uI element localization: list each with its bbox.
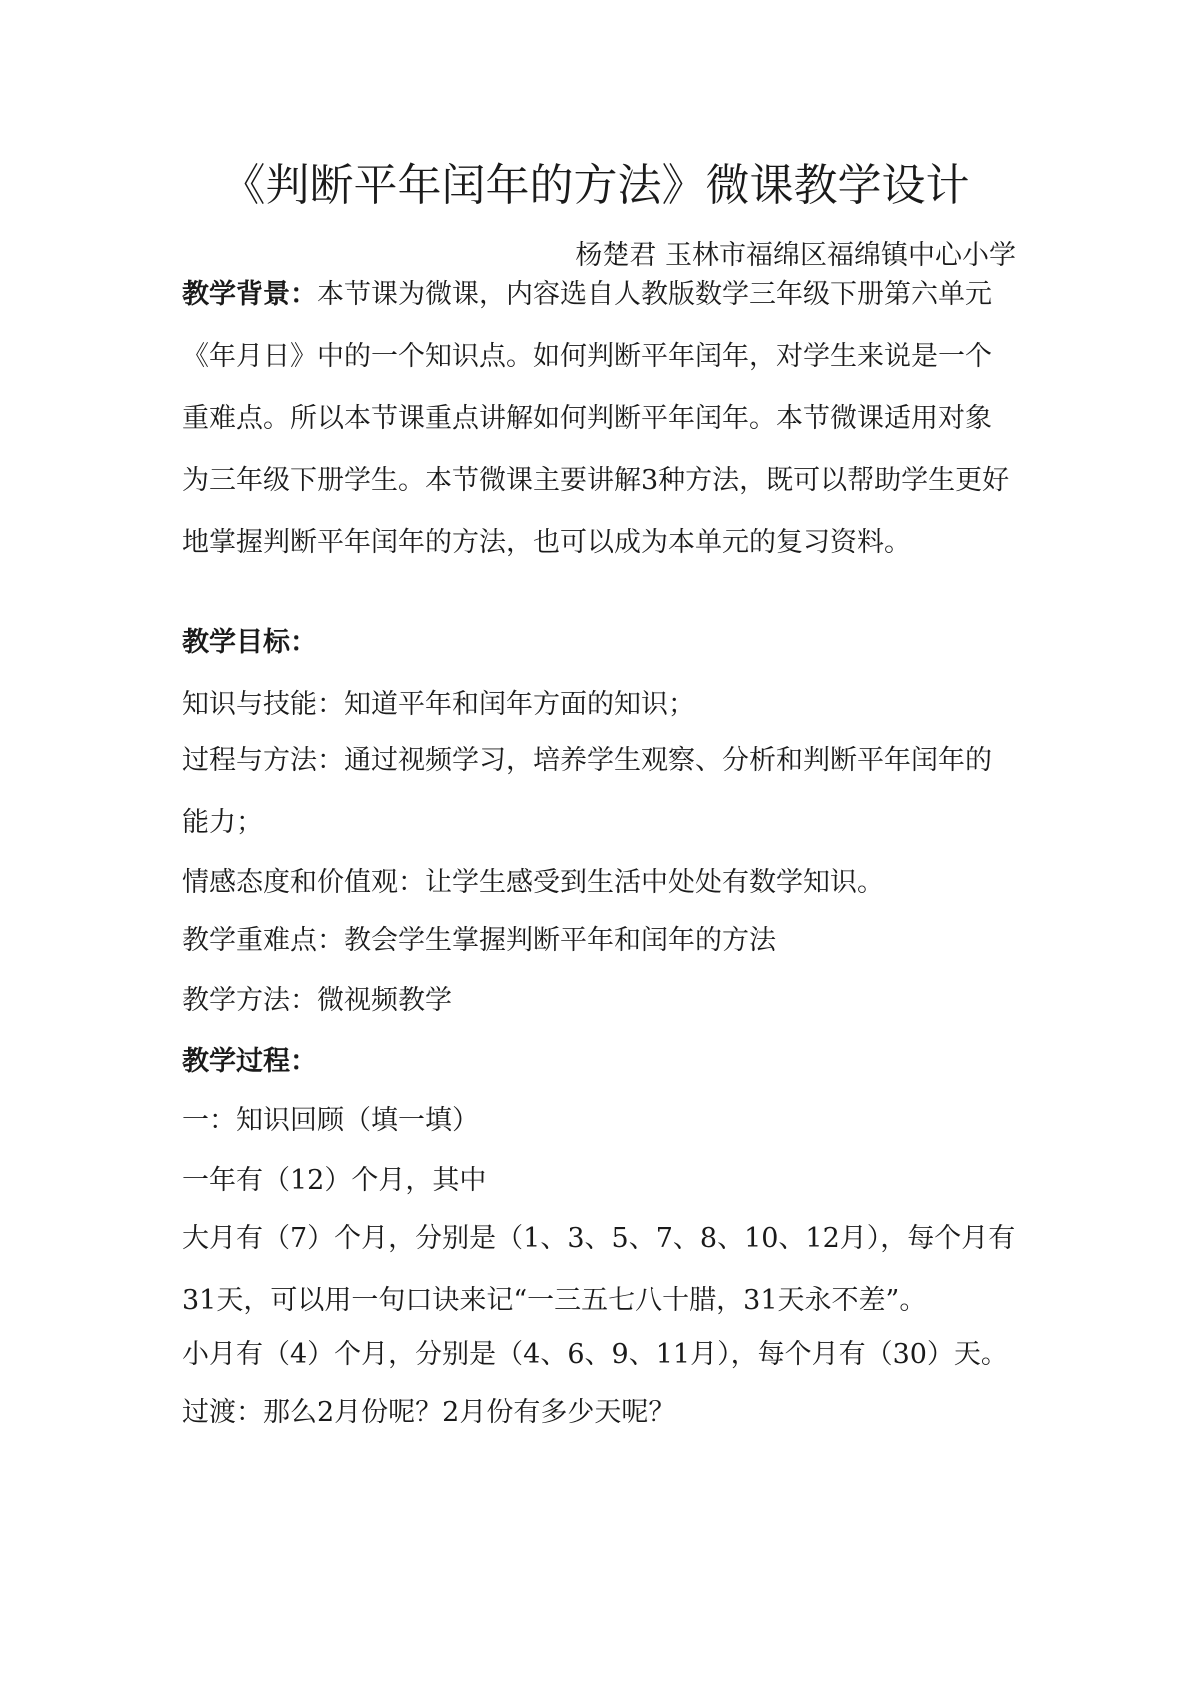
procedure-review: 一：知识回顾（填一填） <box>182 1105 479 1136</box>
procedure-heading: 教学过程： <box>182 1046 317 1077</box>
procedure-big-months: 大月有（7）个月，分别是（1、3、5、7、8、10、12月），每个月有31天，可以用一句口诀来记“一三五七八十腊，31天永不差”。 <box>182 1223 1016 1316</box>
teaching-method: 教学方法：微视频教学 <box>182 985 452 1016</box>
procedure-small-months: 小月有（4）个月，分别是（4、6、9、11月），每个月有（30）天。 <box>182 1339 1008 1370</box>
background-text: 本节课为微课，内容选自人教版数学三年级下册第六单元《年月日》中的一个知识点。如何判断平年闰年，对学生来说是一个重难点。所以本节课重点讲解如何判断平年闰年。本节微课适用对象为三年级下册学生。本节微课主要讲解3种方法，既可以帮助学生更好地掌握判断平年闰年的方法，也可以成为本单元的复习资料。 <box>182 279 1010 558</box>
document-title: 《判断平年闰年的方法》微课教学设计 <box>221 160 970 211</box>
procedure-line-1: 一年有（12）个月，其中 <box>182 1165 487 1196</box>
key-points: 教学重难点：教会学生掌握判断平年和闰年的方法 <box>182 925 776 956</box>
objective-process: 过程与方法：通过视频学习，培养学生观察、分析和判断平年闰年的能力； <box>182 745 992 838</box>
objective-emotion: 情感态度和价值观：让学生感受到生活中处处有数学知识。 <box>182 867 884 898</box>
author-line: 杨楚君 玉林市福绵区福绵镇中心小学 <box>575 240 1016 271</box>
background-paragraph <box>182 264 1017 574</box>
background-label: 教学背景： <box>182 279 317 310</box>
procedure-transition: 过渡：那么2月份呢？2月份有多少天呢？ <box>182 1397 676 1428</box>
objectives-heading: 教学目标： <box>182 627 317 658</box>
objective-knowledge: 知识与技能：知道平年和闰年方面的知识； <box>182 689 695 720</box>
